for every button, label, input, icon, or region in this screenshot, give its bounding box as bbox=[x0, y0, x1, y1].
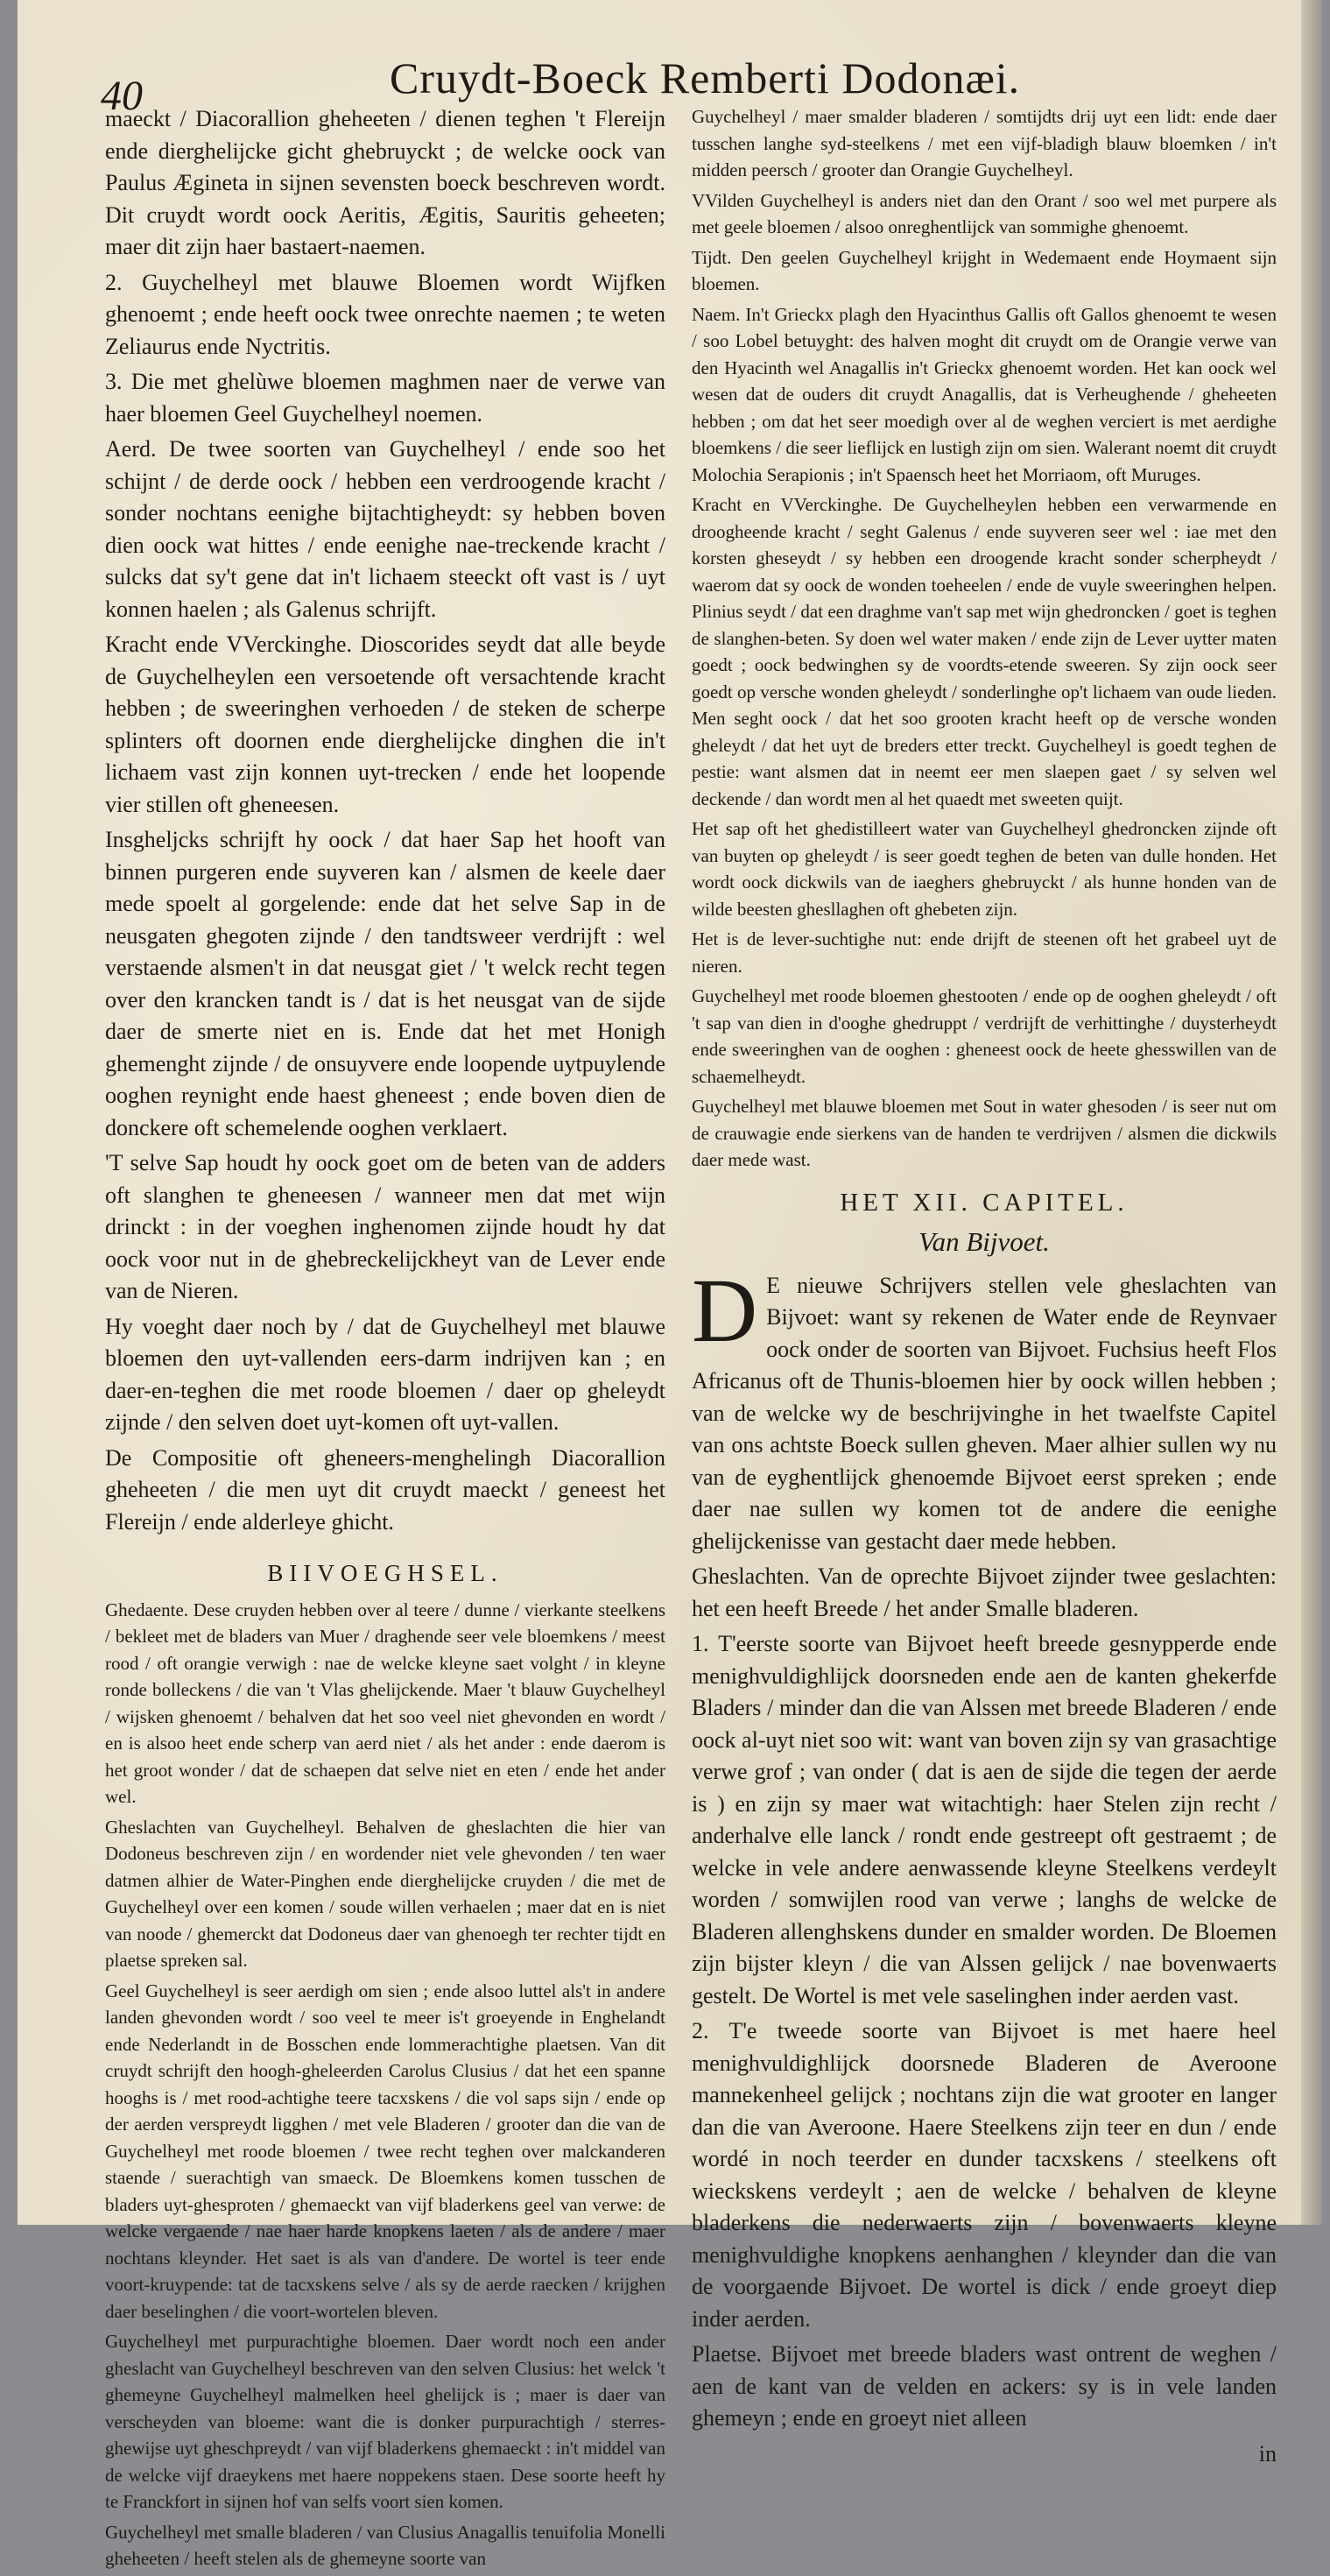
paragraph: De Compositie oft gheneers-menghelingh Diacorallion gheheeten / die men uyt dit cruydt maeckt / geneest het Flereijn / ende alderleye ghicht. bbox=[105, 1444, 665, 1535]
paragraph: 2. Guychelheyl met blauwe Bloemen wordt Wijfken ghenoemt ; ende heeft oock twee onrechte naemen ; te weten Zeliaurus ende Nyctritis. bbox=[105, 269, 665, 359]
paragraph: Geel Guychelheyl is seer aerdigh om sien ; ende alsoo luttel als't in andere landen ghevonden wordt / soo veel te meer is't groeyende in Enghelandt ende Nederlandt in de Bosschen ende lommerachtighe plaetsen. Van dit cruydt schrijft den hoogh-gheleerden Carolus Clusius / dat het een spanne hooghs is / met rood-achtighe teere tacxskens / die vol saps sijn / ende op der aerden verspreydt ligghen / met vele Bladeren / grooter dan die van de Guychelheyl met roode bloemen / twee recht teghen over malckanderen staende / suerachtigh van smaeck. De Bloemkens komen tusschen de bladers uyt-ghesproten / ghemaeckt van vijf bladerkens geel van verwe: de welcke vergaende / nae haer harde knopkens laeten / als de andere / maer nochtans kleynder. Het saet is als van d'andere. De wortel is teer ende voort-kruypende: tat de tacxskens selve / als sy de aerde raecken / krijghen daer beselinghen / die voort-wortelen bleven. bbox=[105, 1980, 665, 2322]
paragraph: Gheslachten. Van de oprechte Bijvoet zijnder twee geslachten: het een heeft Breede / het ander Smalle bladeren. bbox=[692, 1563, 1277, 1621]
paragraph: Aerd. De twee soorten van Guychelheyl / ende soo het schijnt / de derde oock / hebben een verdroogende kracht / sonder nochtans eenighe bijtachtigheydt: sy hebben boven dien oock wat hittes / ende eenighe nae-treckende kracht / sulcks dat sy't gene dat in't lichaem steeckt oft vast is / uyt konnen haelen ; als Galenus schrijft. bbox=[105, 436, 665, 622]
running-title: Cruydt-Boeck Remberti Dodonæi. bbox=[390, 53, 1021, 102]
right-column bbox=[692, 103, 1277, 2469]
chapter-subtitle: Van Bijvoet. bbox=[918, 1226, 1050, 1258]
paragraph: Kracht en VVerckinghe. De Guychelheylen hebben een verwarmende en droogheende kracht / seght Galenus / ende suyveren seer wel : iae met den korsten gheseydt / sy hebben een droogende kracht sonder scherpheydt / waerom dat sy oock de wonden toeheelen / ende de vuyle sweeringhen helpen. Plinius seydt / dat een draghme van't sap met wijn ghedroncken / goet is teghen de slanghen-beten. Sy doen wel water maken / ende zijn de Lever uytter maten goedt ; oock bedwinghen sy de voordts-etende sweeren. Sy zijn oock seer goedt op versche wonden gheleydt / sonderlinghe op't lichaem van oude lieden. Men seght oock / dat het soo grooten kracht heeft op de versche wonden gheleydt / dat het uyt de breders etter treckt. Guychelheyl is goedt teghen de pestie: want alsmen dat in neemt eer men slaepen gaet / sy selven wel deckende / dan wordt men al het quaedt met sweeten quijt. bbox=[692, 494, 1277, 809]
page-number: 40 bbox=[101, 73, 143, 119]
section-heading: BIIVOEGHSEL. bbox=[267, 1560, 503, 1586]
paragraph: Kracht ende VVerckinghe. Dioscorides seydt dat alle beyde de Guychelheylen een versoetende oft versachtende kracht hebben ; de sweeringhen verhoeden / de steken de scherpe splinters oft doornen ende dierghelijcke dinghen die in't lichaem vast zijn konnen uyt-trecken / ende het loopende vier stillen oft gheneesen. bbox=[105, 632, 665, 817]
paragraph: Hy voeght daer noch by / dat de Guychelheyl met blauwe bloemen den uyt-vallenden eers-darm indrijven kan ; en daer-en-teghen die met roode bloemen / daer op gheleydt zijnde / den selven doet uyt-komen oft uyt-vallen. bbox=[105, 1313, 665, 1435]
paragraph: Guychelheyl met purpurachtighe bloemen. Daer wordt noch een ander gheslacht van Guychelheyl beschreven van den selven Clusius: het welck 't ghemeyne Guychelheyl malmelken heel ghelijck is ; maer is daer van verscheyden van bloeme: want die is donker purpurachtigh / sterres-ghewijse uyt gheschpreydt / van vijf bladerkens ghemaeckt : in't middel van de welcke vijf draeykens met haere noppekens staen. Dese soorte heeft hy te Franckfort in sijnen hof van selfs voort sien komen. bbox=[105, 2331, 665, 2513]
catchword: in bbox=[1258, 2440, 1277, 2467]
paragraph: 3. Die met ghelùwe bloemen maghmen naer de verwe van haer bloemen Geel Guychelheyl noemen. bbox=[105, 369, 665, 427]
paragraph: Insgheljcks schrijft hy oock / dat haer Sap het hooft van binnen purgeren ende suyveren kan / alsmen de keele daer mede spoelt al gorgelende: ende dat het selve Sap in de neusgaten ghegoten zijnde / den tandtsweer verdrijft : wel verstaende alsmen't in dat neusgat giet / 't welck recht tegen over den krancken tandt is / dat is het neusgat van de sijde daer de smerte niet en is. Ende dat het met Honigh ghemenght zijnde / de onsuyvere ende loopende uytpuylende ooghen reynight ende haest gheneest ; ende boven dien de donckere oft schemelende ooghen verklaert. bbox=[105, 827, 665, 1140]
paragraph: maeckt / Diacorallion gheheeten / dienen teghen 't Flereijn ende dierghelijcke gicht ghebruyckt ; de welcke oock van Paulus Ægineta in sijnen sevensten boeck beschreven wordt. Dit cruydt wordt oock Aeritis, Ægitis, Sauritis geheeten; maer dit zijn haer bastaert-naemen. bbox=[105, 106, 665, 259]
paragraph-text: E nieuwe Schrijvers stellen vele gheslachten van Bijvoet: want sy rekenen de Water ende de Reynvaer oock onder de soorten van Bijvoet. Fuchsius heeft Flos Africanus oft de Thunis-bloemen hier by oock willen hebben ; van de welcke wy de beschrijvinghe in het twaelfste Capitel van ons achtste Boeck sullen gheven. Maer alhier sullen wy nu van de eyghentlijck ghenoemde Bijvoet eerst spreken ; ende daer nae sullen wy komen tot de andere die eenighe ghelijckenisse van gestacht daer mede hebben. bbox=[692, 1272, 1277, 1554]
paragraph: Guychelheyl met blauwe bloemen met Sout in water ghesoden / is seer nut om de crauwagie ende sierkens van de handen te verdrijven / alsmen die dickwils daer mede wast. bbox=[692, 1096, 1277, 1170]
paragraph: 2. T'e tweede soorte van Bijvoet is met haere heel menighvuldighlijck doorsnede Bladeren de Averoone mannekenheel gelijck ; nochtans zijn die wat grooter en langer dan die van Averoone. Haere Steelkens zijn teer en dun / ende wordé in noch teerder en dunder tacxskens / steelkens oft wieckskens verdeylt ; aen de welcke / behalven de kleyne bladerkens die nederwaerts zijn / bovenwaerts kleyne menighvuldighe knopkens aenhanghen / kleynder dan die van de voorgaende Bijvoet. De wortel is dick / ende groeyt diep inder aerden. bbox=[692, 2018, 1277, 2332]
book-page bbox=[18, 0, 1322, 2570]
chapter-heading: HET XII. CAPITEL. bbox=[840, 1188, 1129, 1217]
page-edge bbox=[1301, 0, 1322, 2225]
paragraph: Guychelheyl met roode bloemen ghestooten / ende op de ooghen gheleydt / oft 't sap van dien in d'ooghe ghedruppt / verdrijft de verhittinghe / duysterheydt ende sweeringhen van de ooghen : gheneest oock de heete ghesswillen van de schaemelheydt. bbox=[692, 985, 1277, 1087]
paragraph: Het sap oft het ghedistilleert water van Guychelheyl ghedroncken zijnde oft van buyten op gheleydt / is seer goedt teghen de beten van dulle honden. Het wordt oock dickwils van de iaeghers ghebruyckt / als hunne honden van de wilde beesten ghesllaghen oft ghebeten zijn. bbox=[692, 818, 1277, 920]
paragraph: Naem. In't Grieckx plagh den Hyacinthus Gallis oft Gallos ghenoemt te wesen / soo Lobel betuyght: des halven moght dit cruydt om de Orangie verwe van den Hyacinth wel Anagallis in't Grieckx ghenoemt worden. Het kan oock wel wesen dat de ouders dit cruydt Anagallis, dat is Verheughende / gheheeten hebben ; om dat het seer moedigh over al de weghen verciert is met aerdighe bloemkens / die seer lieflijck en lustigh zijn om sien. Walerant noemt dit cruydt Molochia Serapionis ; in't Spaensch heet het Morriaom, oft Muruges. bbox=[692, 303, 1277, 485]
paragraph: Het is de lever-suchtighe nut: ende drijft de steenen oft het grabeel uyt de nieren. bbox=[692, 928, 1277, 977]
paragraph: Guychelheyl met smalle bladeren / van Clusius Anagallis tenuifolia Monelli gheheeten / heeft stelen als de ghemeyne soorte van bbox=[105, 2521, 665, 2570]
paragraph: Gheslachten van Guychelheyl. Behalven de gheslachten die hier van Dodoneus beschreven zijn / en wordender niet vele ghevonden / ten waer datmen alhier de Water-Pinghen ende dierghelijcke cruyden / die met de Guychelheyl over een komen / soude willen verhaelen ; maer dat en is niet van noode / ghemerckt dat Dodoneus daer van ghenoegh ter rechter tijdt en plaetse spreken sal. bbox=[105, 1816, 665, 1972]
paragraph: 'T selve Sap houdt hy oock goet om de beten van de adders oft slanghen te gheneesen / wanneer men dat met wijn drinckt : in der voeghen inghenomen zijnde houdt hy dat oock voor nut in de ghebreckelijckheyt van de Lever ende van de Nieren. bbox=[105, 1150, 665, 1303]
left-column bbox=[105, 103, 665, 2576]
paragraph bbox=[692, 1260, 1277, 1558]
paragraph: Tijdt. Den geelen Guychelheyl krijght in Wedemaent ende Hoymaent sijn bloemen. bbox=[692, 246, 1277, 294]
paragraph: Plaetse. Bijvoet met breede bladers wast ontrent de weghen / aen de kant van de velden en ackers: sy is in vele landen ghemeyn ; ende en groeyt niet alleen bbox=[692, 2341, 1277, 2431]
paragraph: Ghedaente. Dese cruyden hebben over al teere / dunne / vierkante steelkens / bekleet met de bladers van Muer / draghende seer vele bloemkens / meest rood / oft orangie verwigh : nae de welcke kleyne saet volght / in kleyne ronde bolleckens / die van 't Vlas ghelijckende. Maer 't blauw Guychelheyl / wijsken ghenoemt / behalven dat het soo veel niet ghevonden en wordt / en is alsoo heet ende scherp van aerd niet / als het ander : ende daerom is het groot wonder / dat de schaepen dat selve niet en eten / ende het ander wel. bbox=[105, 1599, 665, 1808]
drop-cap: D bbox=[692, 1260, 758, 1361]
paragraph: Guychelheyl / maer smalder bladeren / somtijdts drij uyt een lidt: ende daer tusschen langhe syd-steelkens / met een vijf-bladigh blauw bloemken / in't midden peersch / grooter dan Orangie Guychelheyl. bbox=[692, 106, 1277, 180]
paragraph: VVilden Guychelheyl is anders niet dan den Orant / soo wel met purpere als met geele bloemen / alsoo onreghentlijck van sommighe ghenoemt. bbox=[692, 189, 1277, 237]
paragraph: 1. T'eerste soorte van Bijvoet heeft breede gesnypperde ende menighvuldighlijck doorsneden ende aen de kanten ghekerfde Bladers / minder dan die van Alssen met breede Bladeren / ende oock al-uyt niet soo wit: want van boven zijn sy van grasachtige verwe grof ; van onder ( dat is aen de sijde die tegen der aerde is ) en zijn sy maer wat witachtigh: haer Stelen zijn recht / anderhalve elle lanck / rondt ende gestreept oft gestraemt ; de welcke in vele andere aenwassende kleyne Steelkens verdeylt worden / somwijlen rood van verwe ; langhs de welcke de Bladeren allenghskens dunder en smalder worden. De Bloemen zijn bijster kleyn / die van Alssen gelijck / nae bovenwaerts gestelt. De Wortel is met vele saselinghen inder aerden vast. bbox=[692, 1631, 1277, 2008]
